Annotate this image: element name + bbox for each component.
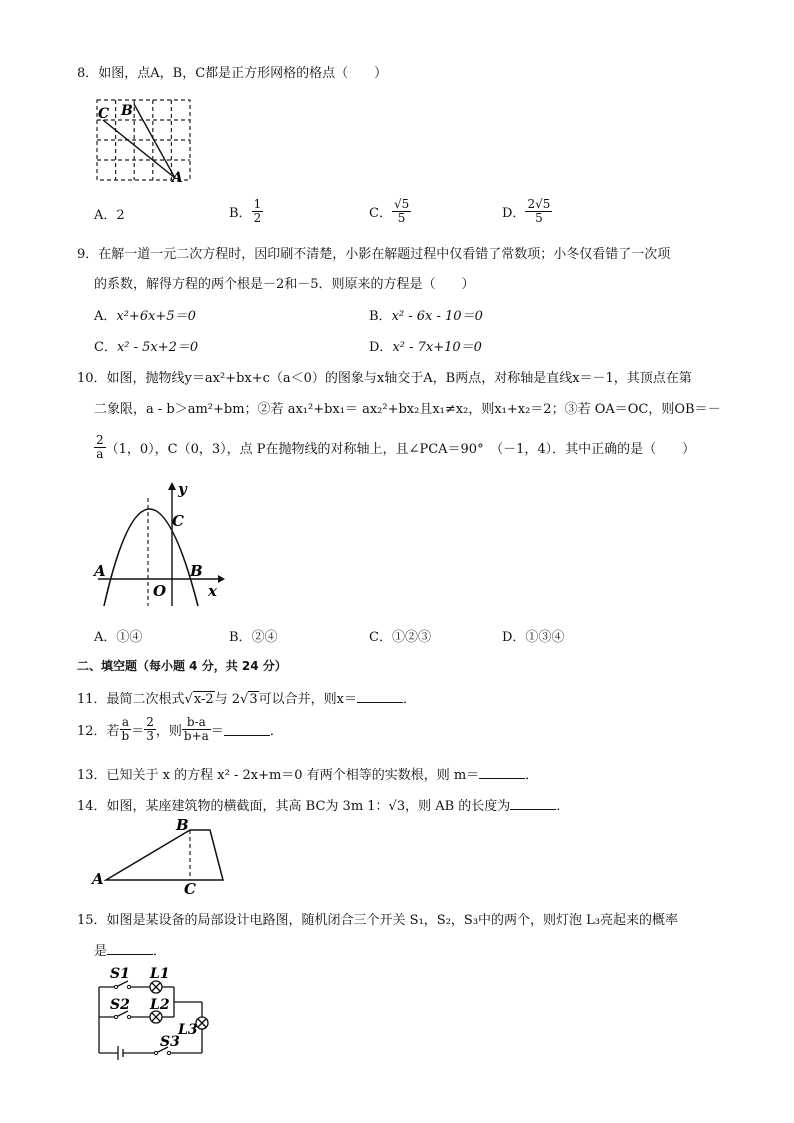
- q10-line1: 10．如图，抛物线y＝ax²+bx+c（a＜0）的图象与x轴交于A，B两点，对称轴是直线x＝－1，其顶点在第: [77, 371, 692, 386]
- q8-label-a: A: [172, 170, 183, 184]
- q9-line1: 9．在解一道一元二次方程时，因印刷不清楚，小影在解题过程中仅看错了常数项；小冬仅看错了一次项: [77, 247, 671, 262]
- q9-option-a: A．x²+6x+5＝0: [94, 309, 196, 324]
- q9-line2: 的系数，解得方程的两个根是－2和－5．则原来的方程是（ ）: [94, 277, 475, 292]
- q8-label-c: C: [98, 106, 110, 122]
- q8-grid-figure: [95, 98, 193, 184]
- q13-answer-blank[interactable]: [479, 766, 525, 779]
- section-title-fill-blank: 二、填空题（每小题 4 分，共 24 分）: [77, 659, 287, 673]
- q14-answer-blank[interactable]: [510, 797, 556, 810]
- q14-label-c: C: [184, 880, 196, 896]
- q9-option-c: C．x² - 5x+2＝0: [94, 340, 199, 355]
- q14-label-b: B: [176, 818, 189, 834]
- q14-label-a: A: [92, 870, 104, 888]
- q10-label-o: O: [153, 582, 167, 600]
- q15-label-l1: L1: [150, 966, 170, 982]
- q15-label-s1: S1: [110, 966, 130, 982]
- q10-label-c: C: [172, 512, 184, 530]
- q10-label-y: y: [178, 480, 187, 498]
- q12: 12．若 $\frac{a}{b}$ ＝ $\frac{2}{3}$ ，则 $\frac{b-a}{b+a}$ ＝ ．: [77, 715, 283, 743]
- q8-label-b: B: [121, 103, 133, 119]
- q15-label-l2: L2: [150, 997, 170, 1013]
- q8-option-a: A．2: [94, 208, 125, 223]
- q15-line1: 15．如图是某设备的局部设计电路图，随机闭合三个开关 S₁，S₂，S₃中的两个，则灯泡 L₃亮起来的概率: [77, 913, 679, 928]
- q8-option-c: C． $\frac{√5}{5}$: [369, 197, 410, 225]
- q10-option-a: A．①④: [94, 630, 143, 645]
- q15-label-s3: S3: [160, 1034, 180, 1050]
- q15-label-l3: L3: [178, 1022, 198, 1038]
- q15-circuit-figure: [94, 962, 224, 1062]
- q10-label-b: B: [190, 562, 203, 580]
- q10-option-d: D．①③④: [502, 630, 565, 645]
- q11-answer-blank[interactable]: [357, 690, 403, 703]
- q13: 13．已知关于 x 的方程 x² - 2x+m＝0 有两个相等的实数根，则 m＝ ．: [77, 768, 539, 783]
- q12-answer-blank[interactable]: [224, 723, 270, 736]
- q8-stem: 8．如图，点A，B，C都是正方形网格的格点（ ）: [77, 66, 388, 81]
- q10-option-b: B．②④: [229, 630, 278, 645]
- q15-line2: 是 ．: [94, 944, 167, 959]
- q9-option-d: D．x² - 7x+10＝0: [369, 340, 482, 355]
- q11: 11．最简二次根式√x-2与 2√3可以合并，则x＝ ．: [77, 692, 416, 707]
- q15-label-s2: S2: [110, 997, 130, 1013]
- q8-option-b: B． $\frac{1}{2}$: [229, 197, 262, 225]
- q15-answer-blank[interactable]: [107, 942, 153, 955]
- q10-line3: $\frac{2}{a}$ （1，0），C（0，3），点 P在抛物线的对称轴上，且∠PCA＝90° （－1，4）．其中正确的是（ ）: [96, 433, 696, 461]
- q10-line2: 二象限，a - b＞am²+bm；②若 ax₁²+bx₁＝ ax₂²+bx₂且x₁≠x₂，则x₁+x₂＝2；③若 OA＝OC，则OB＝－: [94, 402, 721, 417]
- q10-label-a: A: [94, 562, 106, 580]
- q14-building-figure: [90, 818, 235, 896]
- q10-label-x: x: [208, 582, 217, 600]
- q10-parabola-figure: [90, 478, 225, 610]
- q9-option-b: B．x² - 6x - 10＝0: [369, 309, 483, 324]
- q14: 14．如图，某座建筑物的横截面，其高 BC为 3m 1：√3，则 AB 的长度为 ．: [77, 799, 570, 814]
- q10-option-c: C．①②③: [369, 630, 431, 645]
- q8-option-d: D． $\frac{2√5}{5}$: [502, 197, 551, 225]
